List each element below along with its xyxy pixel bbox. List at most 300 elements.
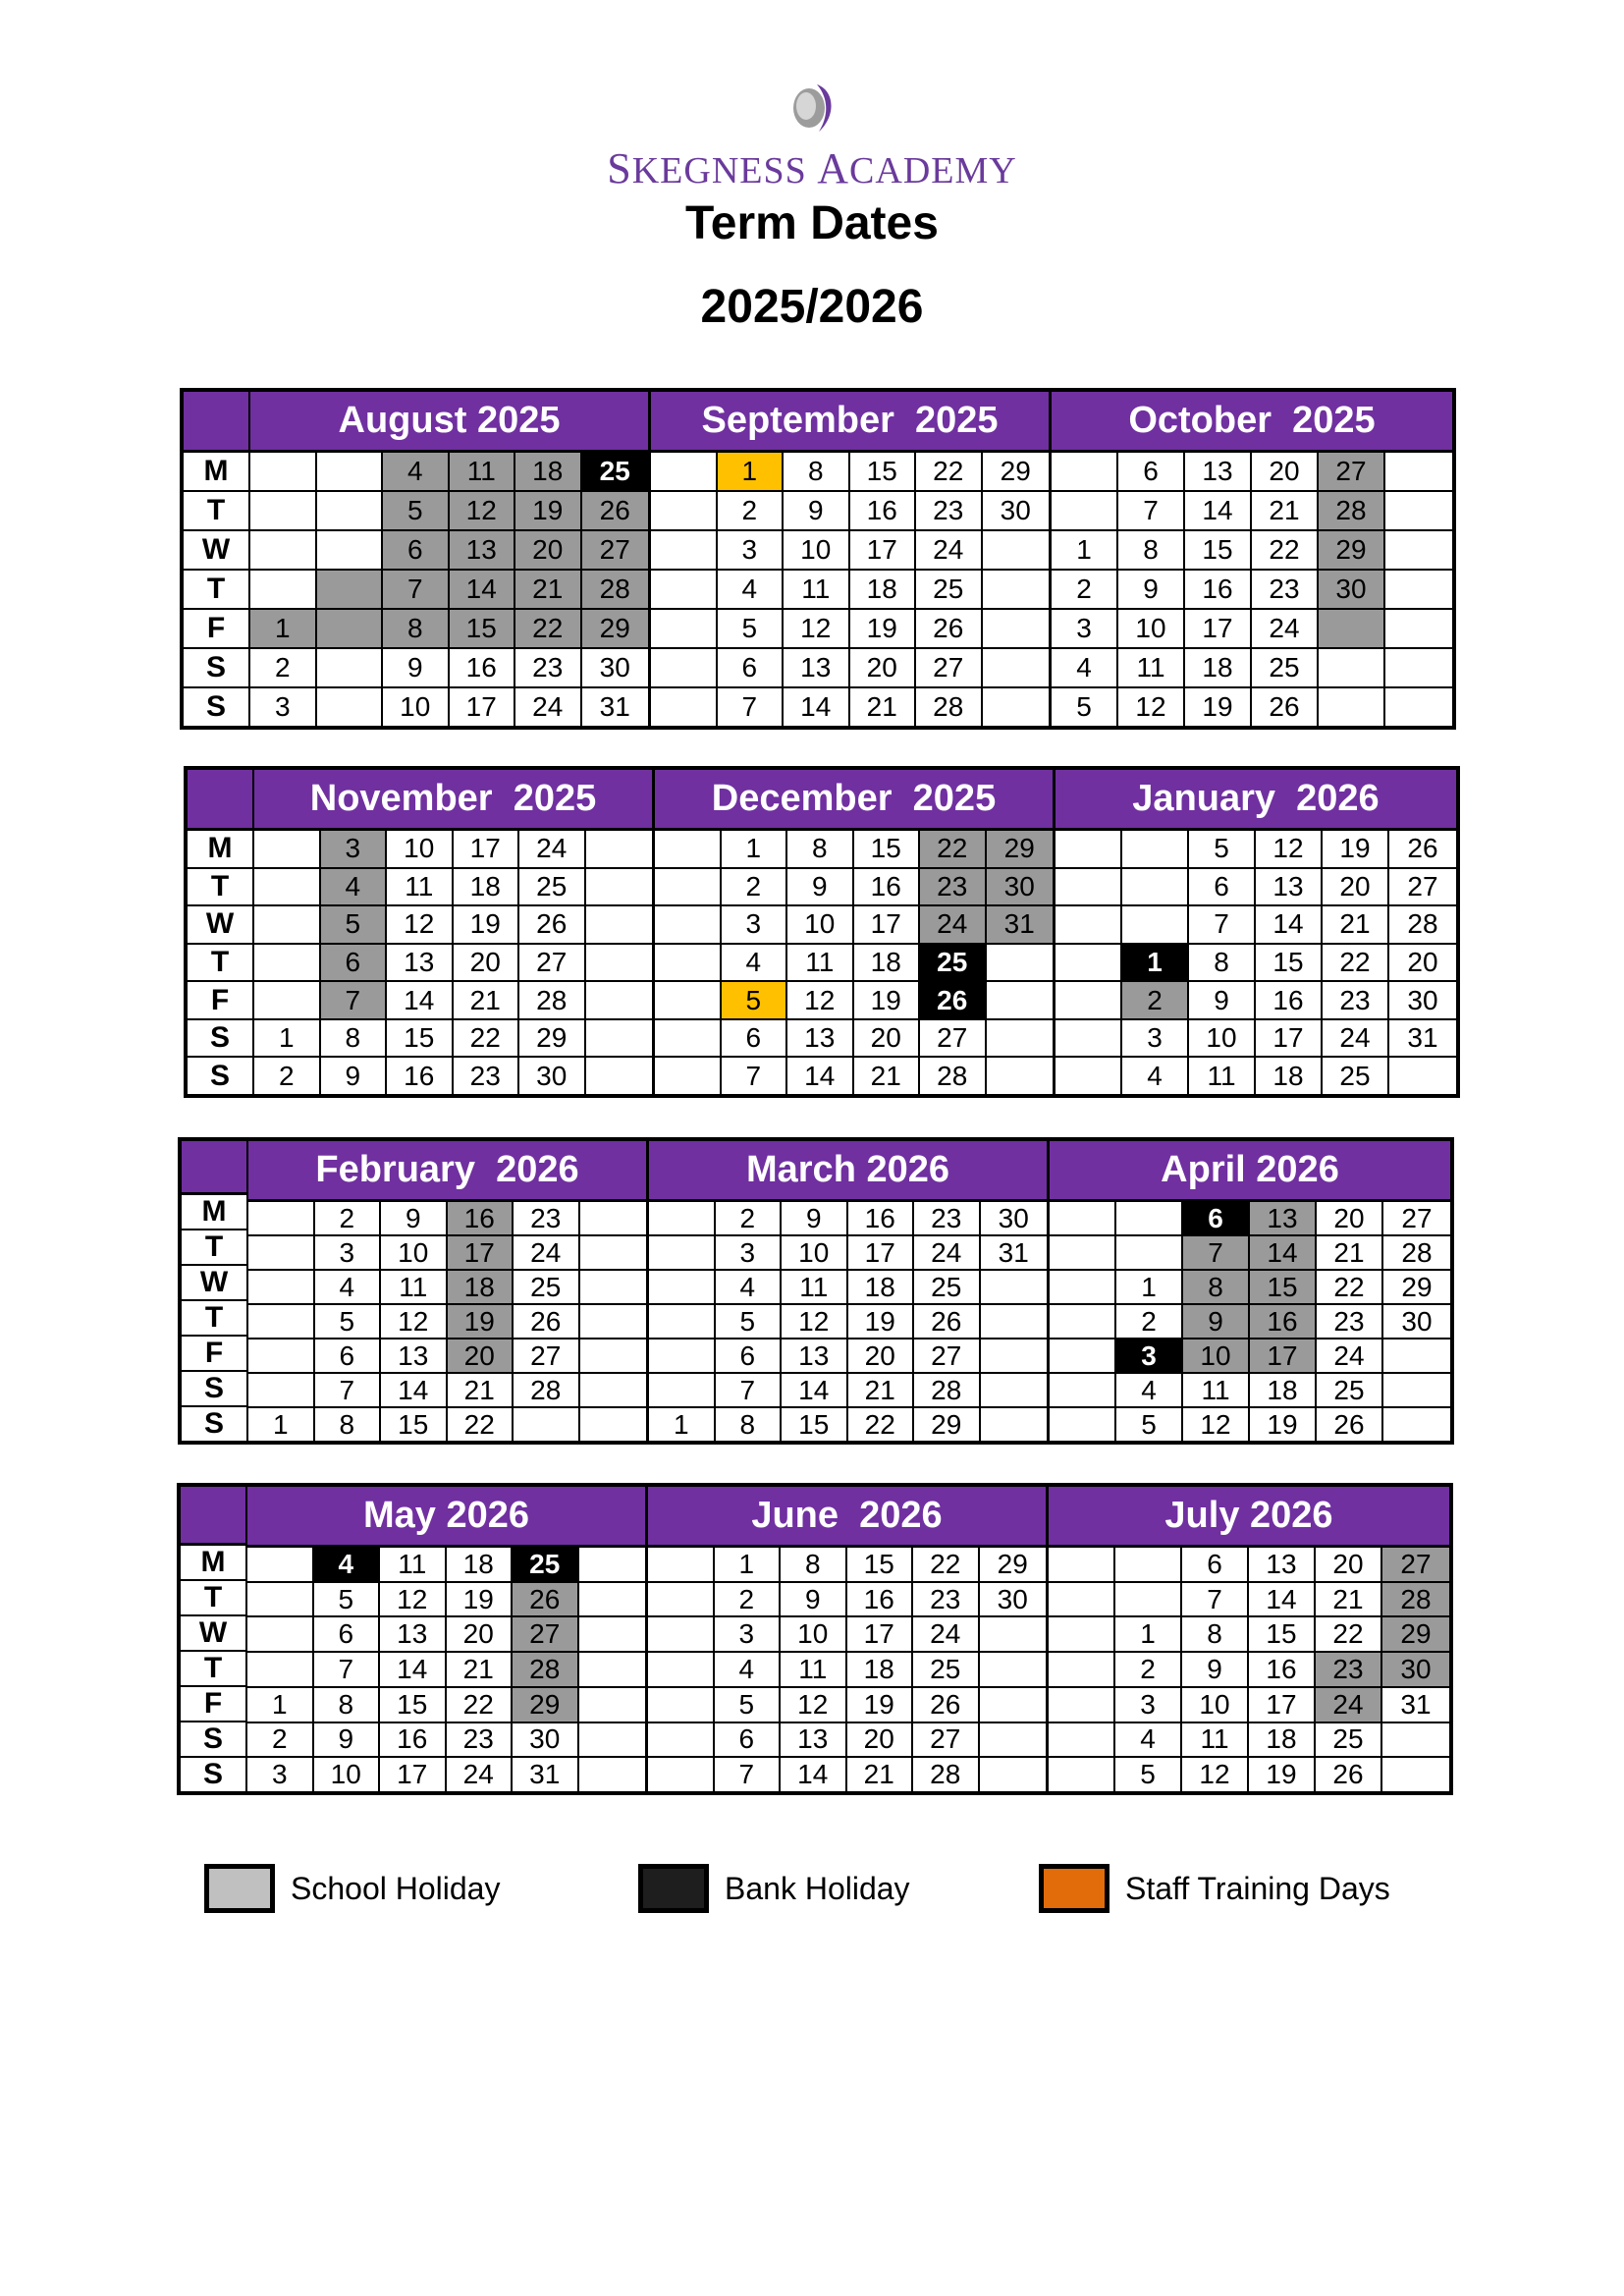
date-cell: 15 <box>854 831 921 869</box>
date-cell <box>1050 1374 1116 1408</box>
date-cell <box>980 1688 1047 1723</box>
date-cell: 30 <box>1319 571 1385 610</box>
date-cell: 28 <box>1382 1583 1449 1618</box>
logo-emblem-icon <box>778 77 846 137</box>
day-grid <box>649 1202 1047 1441</box>
date-cell: 24 <box>514 1236 580 1271</box>
date-cell <box>254 945 321 983</box>
date-cell <box>655 906 722 945</box>
date-cell: 5 <box>718 610 785 649</box>
date-cell: 5 <box>1116 1408 1183 1441</box>
month-title: November 2025 <box>254 770 652 831</box>
date-cell: 20 <box>848 1339 915 1374</box>
date-cell: 8 <box>1189 945 1256 983</box>
date-cell: 30 <box>987 869 1054 907</box>
date-cell: 10 <box>1183 1339 1250 1374</box>
date-cell: 14 <box>1249 1583 1316 1618</box>
date-cell: 4 <box>1052 649 1118 688</box>
date-cell: 29 <box>1383 1271 1450 1305</box>
date-cell: 9 <box>381 1202 448 1236</box>
date-cell: 25 <box>1252 649 1319 688</box>
date-cell: 20 <box>1323 869 1389 907</box>
date-cell: 7 <box>314 1653 381 1688</box>
date-cell: 8 <box>1182 1617 1249 1653</box>
date-cell: 3 <box>315 1236 382 1271</box>
date-cell <box>1049 1653 1115 1688</box>
date-cell <box>1122 831 1189 869</box>
date-cell <box>247 1548 314 1583</box>
date-cell: 25 <box>514 1271 580 1305</box>
date-cell: 4 <box>321 869 388 907</box>
month-table <box>254 770 655 1094</box>
legend-label: School Holiday <box>291 1870 501 1906</box>
date-cell: 7 <box>716 1374 783 1408</box>
weekday-label: M <box>188 831 252 869</box>
date-cell <box>247 1583 314 1618</box>
date-cell: 29 <box>582 610 649 649</box>
month-title: May 2026 <box>247 1487 645 1548</box>
date-cell <box>317 571 384 610</box>
weekday-label: W <box>188 906 252 945</box>
date-cell: 17 <box>1249 1688 1316 1723</box>
date-cell <box>655 1020 722 1059</box>
date-cell: 1 <box>1115 1617 1182 1653</box>
weekday-header <box>182 1141 246 1195</box>
date-cell <box>1049 1583 1115 1618</box>
legend-bank-holiday <box>638 1864 910 1913</box>
date-cell: 22 <box>448 1408 514 1441</box>
date-cell <box>1056 1020 1122 1059</box>
date-cell: 18 <box>848 1271 915 1305</box>
date-cell: 18 <box>515 453 582 492</box>
date-cell <box>1049 1548 1115 1583</box>
date-cell: 15 <box>380 1688 447 1723</box>
date-cell: 9 <box>314 1723 381 1759</box>
date-cell: 12 <box>381 1305 448 1339</box>
month-table <box>651 392 1052 726</box>
logo-text: SKEGNESS ACADEMY <box>607 144 1017 192</box>
date-cell: 24 <box>1317 1339 1383 1374</box>
weekday-label: S <box>184 649 248 688</box>
date-cell <box>648 1548 715 1583</box>
weekday-label: S <box>188 1020 252 1059</box>
date-cell: 11 <box>787 945 854 983</box>
month-table <box>250 392 651 726</box>
date-cell: 13 <box>1185 453 1252 492</box>
date-cell: 27 <box>1382 1548 1449 1583</box>
date-cell: 8 <box>1118 531 1185 571</box>
date-cell: 23 <box>913 1583 980 1618</box>
date-cell <box>1050 1202 1116 1236</box>
date-cell: 24 <box>916 531 983 571</box>
date-cell: 14 <box>1250 1236 1317 1271</box>
date-cell: 10 <box>784 531 850 571</box>
day-grid <box>1056 831 1456 1094</box>
date-cell: 21 <box>448 1374 514 1408</box>
date-cell: 4 <box>383 453 450 492</box>
date-cell: 15 <box>850 453 917 492</box>
date-cell <box>655 945 722 983</box>
date-cell: 1 <box>1116 1271 1183 1305</box>
date-cell <box>1122 906 1189 945</box>
date-cell: 27 <box>920 1020 987 1059</box>
date-cell <box>580 1271 647 1305</box>
date-cell: 19 <box>1323 831 1389 869</box>
date-cell <box>649 1374 716 1408</box>
date-cell <box>1056 869 1122 907</box>
date-cell: 30 <box>1382 1653 1449 1688</box>
date-cell: 16 <box>1249 1653 1316 1688</box>
weekday-header <box>188 770 252 831</box>
date-cell: 19 <box>847 1688 914 1723</box>
date-cell <box>655 1058 722 1094</box>
date-cell: 20 <box>1389 945 1456 983</box>
date-cell: 22 <box>515 610 582 649</box>
date-cell: 8 <box>321 1020 388 1059</box>
date-cell: 2 <box>716 1202 783 1236</box>
date-cell <box>248 1236 315 1271</box>
day-grid <box>254 831 652 1094</box>
date-cell: 26 <box>514 1305 580 1339</box>
date-cell: 25 <box>519 869 586 907</box>
date-cell: 20 <box>515 531 582 571</box>
date-cell: 3 <box>718 531 785 571</box>
date-cell: 6 <box>321 945 388 983</box>
date-cell: 16 <box>1256 982 1323 1020</box>
bank-holiday-swatch <box>638 1864 709 1913</box>
date-cell: 9 <box>383 649 450 688</box>
date-cell <box>1385 649 1452 688</box>
date-cell: 14 <box>380 1653 447 1688</box>
date-cell: 10 <box>1118 610 1185 649</box>
date-cell: 24 <box>1323 1020 1389 1059</box>
date-cell: 16 <box>1250 1305 1317 1339</box>
date-cell: 20 <box>447 1617 514 1653</box>
date-cell: 27 <box>513 1617 579 1653</box>
date-cell <box>1049 1617 1115 1653</box>
date-cell: 22 <box>1323 945 1389 983</box>
date-cell: 22 <box>916 453 983 492</box>
date-cell: 28 <box>513 1653 579 1688</box>
date-cell: 12 <box>781 1688 847 1723</box>
date-cell: 8 <box>314 1688 381 1723</box>
date-cell <box>250 531 317 571</box>
date-cell: 25 <box>914 1271 981 1305</box>
weekday-label: S <box>202 1758 223 1790</box>
date-cell: 7 <box>315 1374 382 1408</box>
weekday-label: W <box>184 531 248 571</box>
month-title: December 2025 <box>655 770 1053 831</box>
date-cell: 1 <box>715 1548 782 1583</box>
date-cell: 17 <box>854 906 921 945</box>
date-cell: 17 <box>450 688 516 726</box>
date-cell: 25 <box>1317 1374 1383 1408</box>
date-cell: 22 <box>1252 531 1319 571</box>
date-cell: 24 <box>920 906 987 945</box>
day-grid <box>655 831 1053 1094</box>
date-cell: 28 <box>1383 1236 1450 1271</box>
date-cell <box>981 1339 1048 1374</box>
month-table <box>1049 1487 1449 1791</box>
month-title: January 2026 <box>1056 770 1456 831</box>
date-cell: 19 <box>848 1305 915 1339</box>
date-cell: 10 <box>314 1758 381 1791</box>
date-cell <box>980 1758 1047 1791</box>
date-cell: 14 <box>1185 492 1252 531</box>
date-cell: 3 <box>247 1758 314 1791</box>
date-cell <box>987 1020 1054 1059</box>
date-cell: 29 <box>980 1548 1047 1583</box>
date-cell <box>1056 945 1122 983</box>
date-cell: 26 <box>1317 1408 1383 1441</box>
date-cell <box>1050 1408 1116 1441</box>
weekday-label: M <box>181 1546 245 1581</box>
date-cell: 28 <box>913 1758 980 1791</box>
month-title: August 2025 <box>250 392 648 453</box>
date-cell <box>250 453 317 492</box>
date-cell: 2 <box>715 1583 782 1618</box>
date-cell: 6 <box>715 1723 782 1759</box>
date-cell: 18 <box>847 1653 914 1688</box>
month-table <box>1056 770 1456 1094</box>
date-cell: 15 <box>1185 531 1252 571</box>
date-cell: 7 <box>1118 492 1185 531</box>
date-cell: 26 <box>920 982 987 1020</box>
date-cell <box>981 1271 1048 1305</box>
month-title: October 2025 <box>1052 392 1452 453</box>
date-cell: 5 <box>715 1688 782 1723</box>
date-cell: 30 <box>1389 982 1456 1020</box>
date-cell: 28 <box>914 1374 981 1408</box>
date-cell: 16 <box>847 1583 914 1618</box>
date-cell <box>254 982 321 1020</box>
date-cell: 9 <box>781 1583 847 1618</box>
date-cell <box>655 869 722 907</box>
date-cell <box>655 982 722 1020</box>
date-cell: 10 <box>1189 1020 1256 1059</box>
weekday-column <box>184 392 250 726</box>
date-cell: 21 <box>447 1653 514 1688</box>
date-cell: 27 <box>514 1339 580 1374</box>
date-cell: 28 <box>916 688 983 726</box>
date-cell: 22 <box>447 1688 514 1723</box>
date-cell: 5 <box>1115 1758 1182 1791</box>
date-cell: 29 <box>519 1020 586 1059</box>
date-cell: 19 <box>1185 688 1252 726</box>
month-table <box>655 770 1056 1094</box>
date-cell <box>586 906 653 945</box>
date-cell: 31 <box>1389 1020 1456 1059</box>
date-cell: 27 <box>1383 1202 1450 1236</box>
date-cell <box>1319 688 1385 726</box>
date-cell <box>254 869 321 907</box>
date-cell <box>586 945 653 983</box>
date-cell: 8 <box>781 1548 847 1583</box>
date-cell <box>1052 492 1118 531</box>
date-cell: 14 <box>450 571 516 610</box>
date-cell <box>248 1271 315 1305</box>
date-cell: 25 <box>1323 1058 1389 1094</box>
date-cell: 4 <box>718 571 785 610</box>
date-cell <box>317 453 384 492</box>
date-cell: 14 <box>784 688 850 726</box>
weekday-label: M <box>182 1195 246 1230</box>
date-cell <box>579 1723 646 1759</box>
date-cell: 10 <box>1182 1688 1249 1723</box>
date-cell: 21 <box>454 982 520 1020</box>
date-cell: 5 <box>321 906 388 945</box>
date-cell: 16 <box>848 1202 915 1236</box>
date-cell <box>651 688 718 726</box>
date-cell: 12 <box>784 610 850 649</box>
date-cell <box>1319 610 1385 649</box>
date-cell <box>1050 1339 1116 1374</box>
date-cell: 1 <box>649 1408 716 1441</box>
date-cell <box>254 906 321 945</box>
day-grid <box>1050 1202 1450 1441</box>
date-cell: 23 <box>1252 571 1319 610</box>
date-cell: 3 <box>715 1617 782 1653</box>
date-cell: 2 <box>1115 1653 1182 1688</box>
date-cell: 23 <box>447 1723 514 1759</box>
date-cell: 30 <box>519 1058 586 1094</box>
date-cell: 1 <box>722 831 788 869</box>
date-cell: 31 <box>1382 1688 1449 1723</box>
date-cell <box>254 831 321 869</box>
date-cell <box>580 1374 647 1408</box>
weekday-label: S <box>203 1407 224 1440</box>
date-cell: 12 <box>1256 831 1323 869</box>
date-cell: 11 <box>782 1271 848 1305</box>
date-cell <box>983 571 1050 610</box>
legend-staff-training <box>1039 1864 1390 1913</box>
date-cell <box>983 610 1050 649</box>
month-table <box>648 1487 1049 1791</box>
date-cell: 13 <box>782 1339 848 1374</box>
date-cell: 23 <box>1323 982 1389 1020</box>
date-cell <box>983 531 1050 571</box>
date-cell: 6 <box>1182 1548 1249 1583</box>
date-cell: 17 <box>448 1236 514 1271</box>
date-cell: 13 <box>787 1020 854 1059</box>
date-cell: 19 <box>447 1583 514 1618</box>
date-cell <box>1052 453 1118 492</box>
date-cell <box>579 1758 646 1791</box>
date-cell: 23 <box>920 869 987 907</box>
date-cell: 17 <box>1250 1339 1317 1374</box>
date-cell: 24 <box>515 688 582 726</box>
date-cell: 2 <box>718 492 785 531</box>
date-cell: 17 <box>1256 1020 1323 1059</box>
date-cell <box>1116 1236 1183 1271</box>
date-cell <box>250 571 317 610</box>
date-cell: 7 <box>715 1758 782 1791</box>
date-cell: 11 <box>450 453 516 492</box>
date-cell <box>1383 1374 1450 1408</box>
date-cell: 11 <box>1183 1374 1250 1408</box>
date-cell: 4 <box>716 1271 783 1305</box>
date-cell: 18 <box>1249 1723 1316 1759</box>
date-cell: 24 <box>1316 1688 1382 1723</box>
date-cell <box>1385 453 1452 492</box>
date-cell <box>317 649 384 688</box>
date-cell <box>579 1548 646 1583</box>
date-cell: 20 <box>1252 453 1319 492</box>
date-cell: 19 <box>515 492 582 531</box>
date-cell: 15 <box>1256 945 1323 983</box>
date-cell: 12 <box>1118 688 1185 726</box>
date-cell: 23 <box>515 649 582 688</box>
date-cell: 14 <box>787 1058 854 1094</box>
date-cell <box>250 492 317 531</box>
date-cell: 1 <box>1052 531 1118 571</box>
date-cell: 26 <box>916 610 983 649</box>
date-cell: 7 <box>1183 1236 1250 1271</box>
weekday-label: S <box>182 1372 246 1407</box>
date-cell: 20 <box>1316 1548 1382 1583</box>
date-cell: 17 <box>1185 610 1252 649</box>
date-cell: 28 <box>1389 906 1456 945</box>
date-cell: 18 <box>1250 1374 1317 1408</box>
date-cell: 29 <box>1319 531 1385 571</box>
date-cell: 28 <box>582 571 649 610</box>
date-cell <box>586 1020 653 1059</box>
date-cell: 15 <box>847 1548 914 1583</box>
date-cell: 24 <box>519 831 586 869</box>
date-cell: 6 <box>315 1339 382 1374</box>
date-cell <box>580 1236 647 1271</box>
date-cell: 21 <box>1252 492 1319 531</box>
date-cell: 24 <box>913 1617 980 1653</box>
date-cell <box>648 1617 715 1653</box>
legend-label: Staff Training Days <box>1125 1870 1390 1906</box>
date-cell: 13 <box>1249 1548 1316 1583</box>
legend-label: Bank Holiday <box>725 1870 910 1906</box>
weekday-header <box>181 1487 245 1546</box>
date-cell: 1 <box>718 453 785 492</box>
weekday-column <box>181 1487 247 1791</box>
date-cell <box>248 1202 315 1236</box>
weekday-label: T <box>182 1230 246 1266</box>
date-cell <box>1050 1271 1116 1305</box>
date-cell <box>1115 1583 1182 1618</box>
date-cell: 19 <box>854 982 921 1020</box>
date-cell: 29 <box>914 1408 981 1441</box>
date-cell: 23 <box>916 492 983 531</box>
date-cell <box>1056 831 1122 869</box>
date-cell: 3 <box>1116 1339 1183 1374</box>
date-cell <box>1056 982 1122 1020</box>
date-cell: 30 <box>513 1723 579 1759</box>
academic-year: 2025/2026 <box>700 281 924 333</box>
date-cell: 4 <box>315 1271 382 1305</box>
date-cell: 1 <box>248 1408 315 1441</box>
date-cell: 26 <box>519 906 586 945</box>
date-cell: 22 <box>1317 1271 1383 1305</box>
date-cell: 25 <box>920 945 987 983</box>
date-cell: 22 <box>848 1408 915 1441</box>
day-grid <box>248 1202 646 1441</box>
date-cell: 2 <box>1122 982 1189 1020</box>
date-cell: 3 <box>716 1236 783 1271</box>
month-title: July 2026 <box>1049 1487 1449 1548</box>
date-cell: 28 <box>519 982 586 1020</box>
date-cell: 21 <box>847 1758 914 1791</box>
date-cell: 23 <box>514 1202 580 1236</box>
weekday-label: T <box>188 869 252 907</box>
date-cell: 11 <box>781 1653 847 1688</box>
weekday-label: F <box>188 982 252 1020</box>
